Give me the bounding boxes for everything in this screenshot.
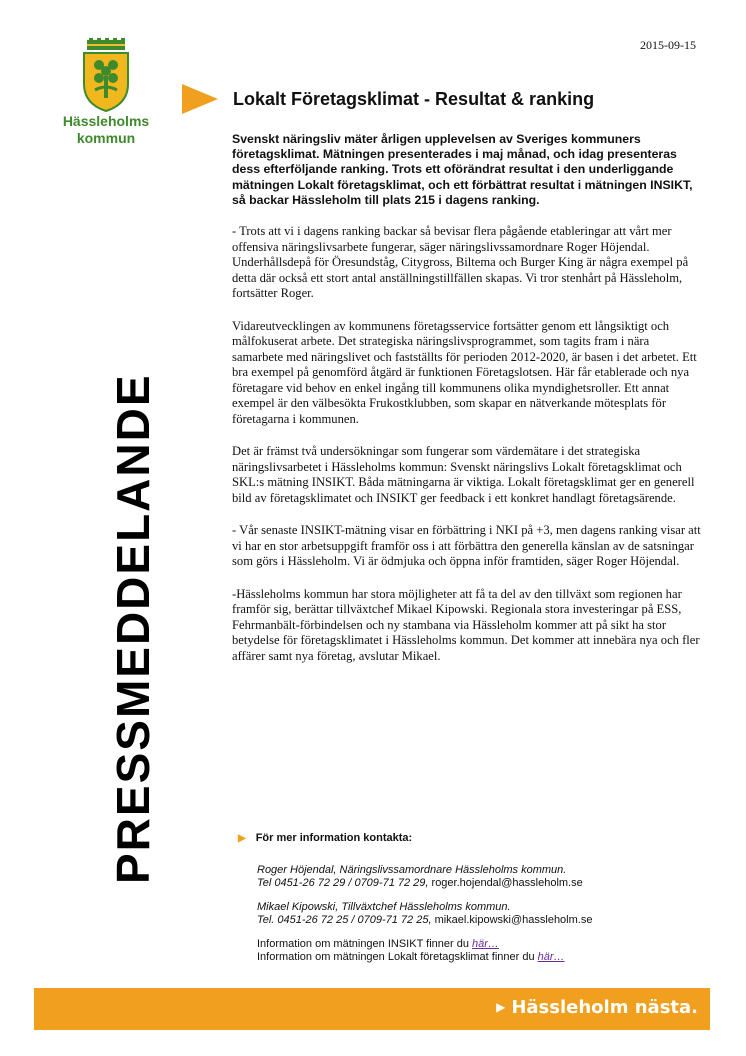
lead-paragraph: Svenskt näringsliv mäter årligen upplevelsen av Sveriges kommuners företagsklimat. Mätningen presenterades i maj månad, och idag presenteras dess efterföljande ranking. Trots ett oförändrat resultat i den underliggande mätningen Lokalt företagsklimat, och ett förbättrat resultat i mätningen INSIKT, så backar Hässleholm till plats 215 i dagens ranking. [232, 132, 693, 207]
date: 2015-09-15 [640, 38, 696, 52]
contact-person [257, 901, 717, 926]
contact-email[interactable]: mikael.kipowski@hassleholm.se [431, 913, 593, 926]
press-release-label: PRESSMEDDELANDE [107, 373, 159, 884]
contact-name-title: Roger Höjendal, Näringslivssamordnare Hässleholms kommun. [257, 864, 567, 876]
play-arrow-icon: ▶ [496, 1000, 506, 1014]
coat-of-arms-icon [81, 38, 131, 112]
contact-name-title: Mikael Kipowski, Tillväxtchef Hässleholms kommun. [257, 901, 511, 913]
contact-phone: Tel 0451-26 72 29 / 0709-71 72 29, [257, 876, 429, 889]
info-links [257, 938, 717, 963]
contact-person [257, 864, 717, 889]
body-paragraph-5: -Hässleholms kommun har stora möjligheter att få ta del av den tillväxt som regionen har framför sig, berättar tillväxtchef Mikael Kipowski. Regionala stora investeringar på ESS, Fehrmanbält-förbindelsen och ny stambana via Hässleholm kommer att på sikt ha stor betydelse för företagsklimatet i Hässleholms kommun. Det kommer att innebära nya och fler affärer samt nya företag, avslutar Mikael. [232, 586, 700, 663]
logo-text-line1: Hässleholms [62, 113, 150, 129]
municipality-logo [56, 38, 156, 146]
contact-email[interactable]: roger.hojendal@hassleholm.se [428, 876, 583, 889]
contact-phone-email [257, 877, 717, 890]
contact-heading-text: För mer information kontakta: [255, 832, 413, 844]
bullet-arrow-icon: ▶ [238, 833, 246, 844]
footer-banner [34, 988, 710, 1030]
contact-phone-email [257, 914, 717, 927]
body-paragraph-2: Vidareutvecklingen av kommunens företagsservice fortsätter genom ett långsiktigt och målfokuserat arbete. Det strategiska näringslivsprogrammet, som tagits fram i nära samarbete med näringslivet och fastställts för perioden 2012-2020, är basen i det arbetet. Ett bra exempel på genomförd åtgärd är funktionen Företagslotsen. Här får etablerade och nya företagare vid behov en enkel ingång till kommunens olika myndighetsroller. Ett annat exempel är den välbesökta Frukostklubben, som skapar en nätverkande mötesplats för företagarna i kommunen. [232, 318, 697, 426]
headline: Lokalt Företagsklimat - Resultat & ranking [233, 89, 595, 109]
slogan-text: Hässleholm nästa. [511, 997, 698, 1018]
body-paragraph-4: - Vår senaste INSIKT-mätning visar en förbättring i NKI på +3, men dagens ranking visar att vi har en stor arbetsuppgift framför oss i att förbättra den generella känslan av de satsningar som görs i Hässleholm. Vi är ödmjuka och öppna inför framtiden, säger Roger Höjendal. [232, 523, 701, 569]
logo-text-line2: kommun [76, 130, 136, 146]
info-text-insikt: Information om mätningen INSIKT finner du [257, 938, 473, 950]
info-text-climate: Information om mätningen Lokalt företagsklimat finner du [257, 950, 538, 963]
climate-link[interactable]: här… [537, 950, 565, 963]
footer-slogan [496, 997, 698, 1018]
body-paragraph-1: - Trots att vi i dagens ranking backar så bevisar flera pågående etableringar att vårt mer offensiva näringslivsarbete fungerar, säger näringslivssamordnare Roger Höjendal. Underhållsdepå för Öresundståg, Citygross, Biltema och Burger King är några exempel på detta där också ett stort antal anställningstillfällen skapas. Vi tror stenhårt på Hässleholm, fortsätter Roger. [232, 224, 689, 301]
article-body [232, 132, 702, 681]
info-line-insikt [257, 938, 717, 951]
body-paragraph-3: Det är främst två undersökningar som fungerar som värdemätare i det strategiska näringslivsarbetet i Hässleholms kommun: Svenskt näringslivs Lokalt företagsklimat och SKL:s mätning INSIKT. Båda mätningarna är viktiga. Lokalt företagsklimat ger en generell bild av företagsklimatet och INSIKT ger feedback i ett konkret handlagt företagsärende. [232, 444, 695, 505]
contact-heading [238, 832, 412, 844]
contact-list [257, 864, 717, 963]
info-line-climate [257, 951, 717, 964]
contact-phone: Tel. 0451-26 72 25 / 0709-71 72 25, [257, 913, 432, 926]
orange-arrow-icon [182, 84, 220, 114]
insikt-link[interactable]: här… [472, 938, 499, 950]
